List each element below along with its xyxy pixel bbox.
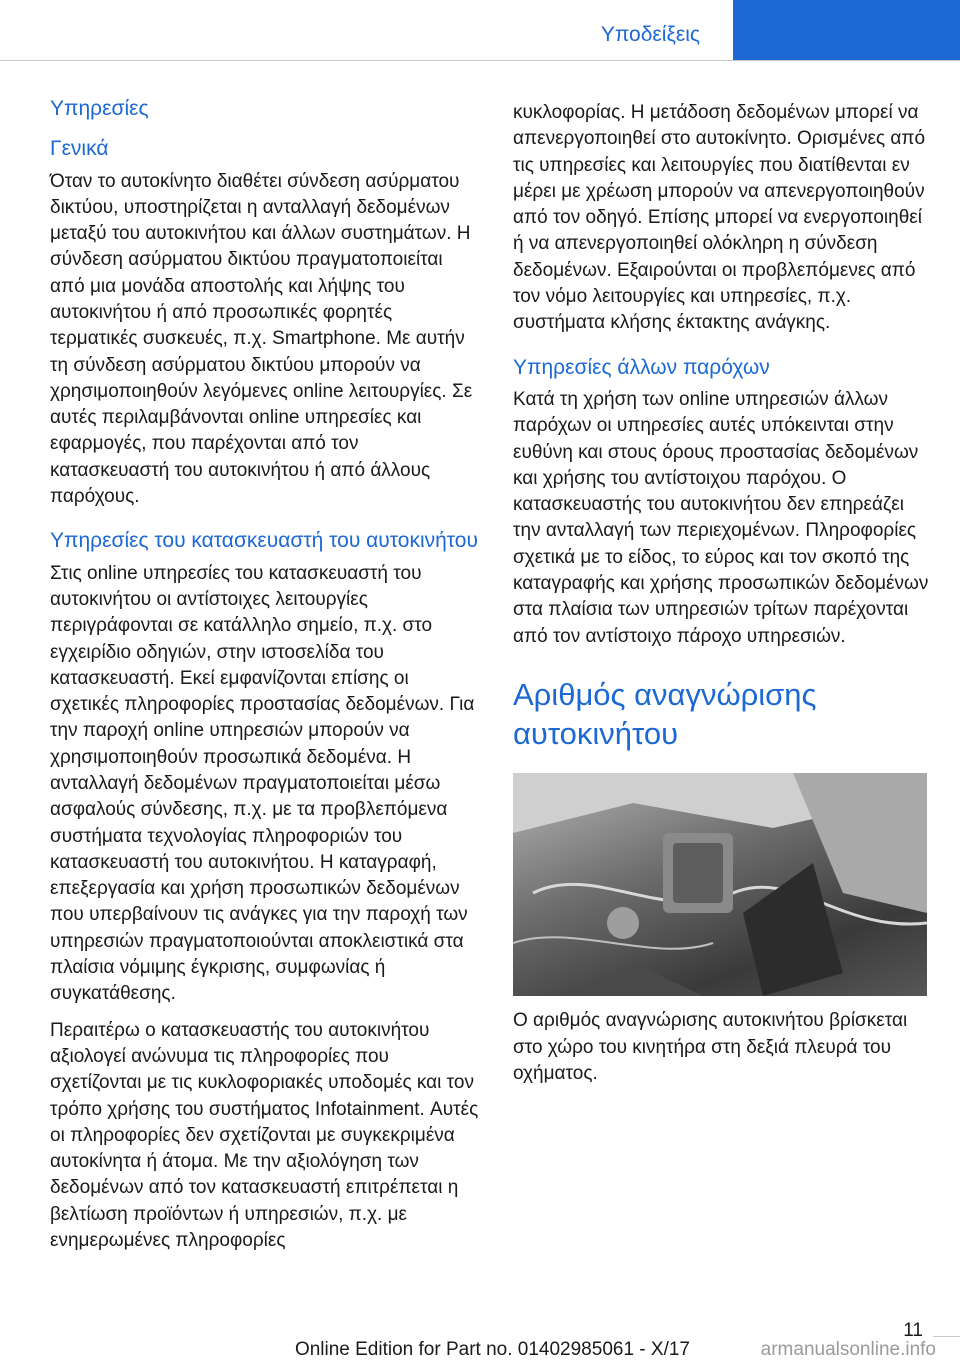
manufacturer-paragraph-1: Στις online υπηρεσίες του κατασκευαστή του αυτοκινήτου οι αντίστοιχες λειτουργίες περιγράφονται σε κατάλληλο σημείο, π.χ. στο εγχειρίδιο οδηγιών, στην ιστοσελίδα του κατασκευαστή. Εκεί εμφανίζονται επίσης οι σχετικές πληροφορίες προστασίας δεδομένων. Για την παροχή online υπηρεσιών μπορούν να χρησιμοποιηθούν προσωπικά δεδομένα. Η ανταλλαγή δεδομένων πραγματοποιείται μέσω ασφαλούς σύνδεσης, π.χ. με τα προβλεπόμενα συστήματα τεχνολογίας πληροφοριών του κατασκευαστή του αυτοκινήτου. Η καταγραφή, επεξεργασία και χρήση προσωπικών δεδομένων που υπερβαίνουν τις ανάγκες για την παροχή των υπηρεσιών πραγματοποιούνται αποκλειστικά στα πλαίσια νόμιμης έγκρισης, συμφωνίας ή συγκατάθεσης. — [50, 562, 475, 1005]
footer-edition: Online Edition for Part no. 01402985061 - X/17 — [294, 1339, 690, 1360]
vin-location-paragraph: Ο αριθμός αναγνώρισης αυτοκινήτου βρίσκεται στο χώρο του κινητήρα στη δεξιά πλευρά του οχήματος. — [513, 1010, 908, 1084]
manufacturer-services-heading: Υπηρεσίες του κατασκευαστή του αυτοκινήτου — [50, 529, 478, 553]
general-paragraph: Όταν το αυτοκίνητο διαθέτει σύνδεση ασύρματου δικτύου, υποστηρίζεται η ανταλλαγή δεδομένων μεταξύ του αυτοκινήτου και άλλων συστημάτων. Η σύνδεση ασύρματου δικτύου πραγματοποιείται από μια μονάδα αποστολής και λήψης του αυτοκινήτου ή από προσωπικές φορητές τερματικές συσκευές, π.χ. Smartphone. Με αυτήν τη σύνδεση ασύρματου δικτύου μπορούν να χρησιμοποιηθούν λεγόμενες online λειτουργίες. Σε αυτές περιλαμβάνονται online υπηρεσίες και εφαρμογές, που παρέχονται από τον κατασκευαστή του αυτοκινήτου ή από άλλους παρόχους. — [50, 170, 473, 508]
third-party-services-heading: Υπηρεσίες άλλων παρόχων — [513, 355, 770, 379]
footer-watermark: armanualsonline.info — [760, 1339, 936, 1360]
right-column — [513, 100, 933, 1097]
left-column — [50, 96, 480, 1264]
footer-rule — [933, 1336, 960, 1337]
vin-heading: Αριθμός αναγνώρισης αυτοκινήτου — [513, 676, 817, 751]
continued-paragraph: κυκλοφορίας. Η μετάδοση δεδομένων μπορεί να απενεργοποιηθεί στο αυτοκίνητο. Ορισμένες από τις υπηρεσίες και λειτουργίες που διατίθενται εν μέρει με χρέωση μπορούν να απενεργοποιηθούν από τον οδηγό. Επίσης μπορεί να ενεργοποιηθεί ή να απενεργοποιηθεί ολόκληρη η σύνδεση δεδομένων. Εξαιρούνται οι προβλεπόμενες από τον νόμο λειτουργίες και υπηρεσίες, π.χ. συστήματα κλήσης έκτακτης ανάγκης. — [513, 102, 926, 334]
third-party-paragraph: Κατά τη χρήση των online υπηρεσιών άλλων παρόχων οι υπηρεσίες αυτές υπόκεινται στην ευθύνη και στους όρους προστασίας δεδομένων και χρήσης του αντίστοιχου παρόχου. Ο κατασκευαστής του αυτοκινήτου δεν επηρεάζει την ανταλλαγή των περιεχομένων. Πληροφορίες σχετικά με το είδος, το εύρος και τον σκοπό της καταγραφής και χρήσης προσωπικών δεδομένων στα πλαίσια των υπηρεσιών τρίτων παρέχονται από τον αντίστοιχο πάροχο υπηρεσιών. — [513, 388, 929, 647]
header-rule — [0, 60, 960, 61]
page-number: 11 — [903, 1320, 923, 1341]
running-header-title: Υποδείξεις — [600, 23, 700, 46]
general-heading: Γενικά — [50, 137, 109, 161]
manufacturer-paragraph-2: Περαιτέρω ο κατασκευαστής του αυτοκινήτου αξιολογεί ανώνυμα τις πληροφορίες που σχετίζονται με τις κυκλοφοριακές υποδομές και τον τρόπο χρήσης του συστήματος Infotainment. Αυτές οι πληροφορίες δεν σχετίζονται με συγκεκριμένα αυτοκίνητα ή άτομα. Με την αξιολόγηση των δεδομένων από τον κατασκευαστή επιτρέπεται η βελτίωση προϊόντων ή υπηρεσιών, π.χ. με ενημερωμένες πληροφορίες — [50, 1019, 479, 1252]
header-accent-bar — [733, 0, 960, 60]
services-heading: Υπηρεσίες — [50, 97, 149, 120]
engine-compartment-photo — [513, 773, 927, 996]
